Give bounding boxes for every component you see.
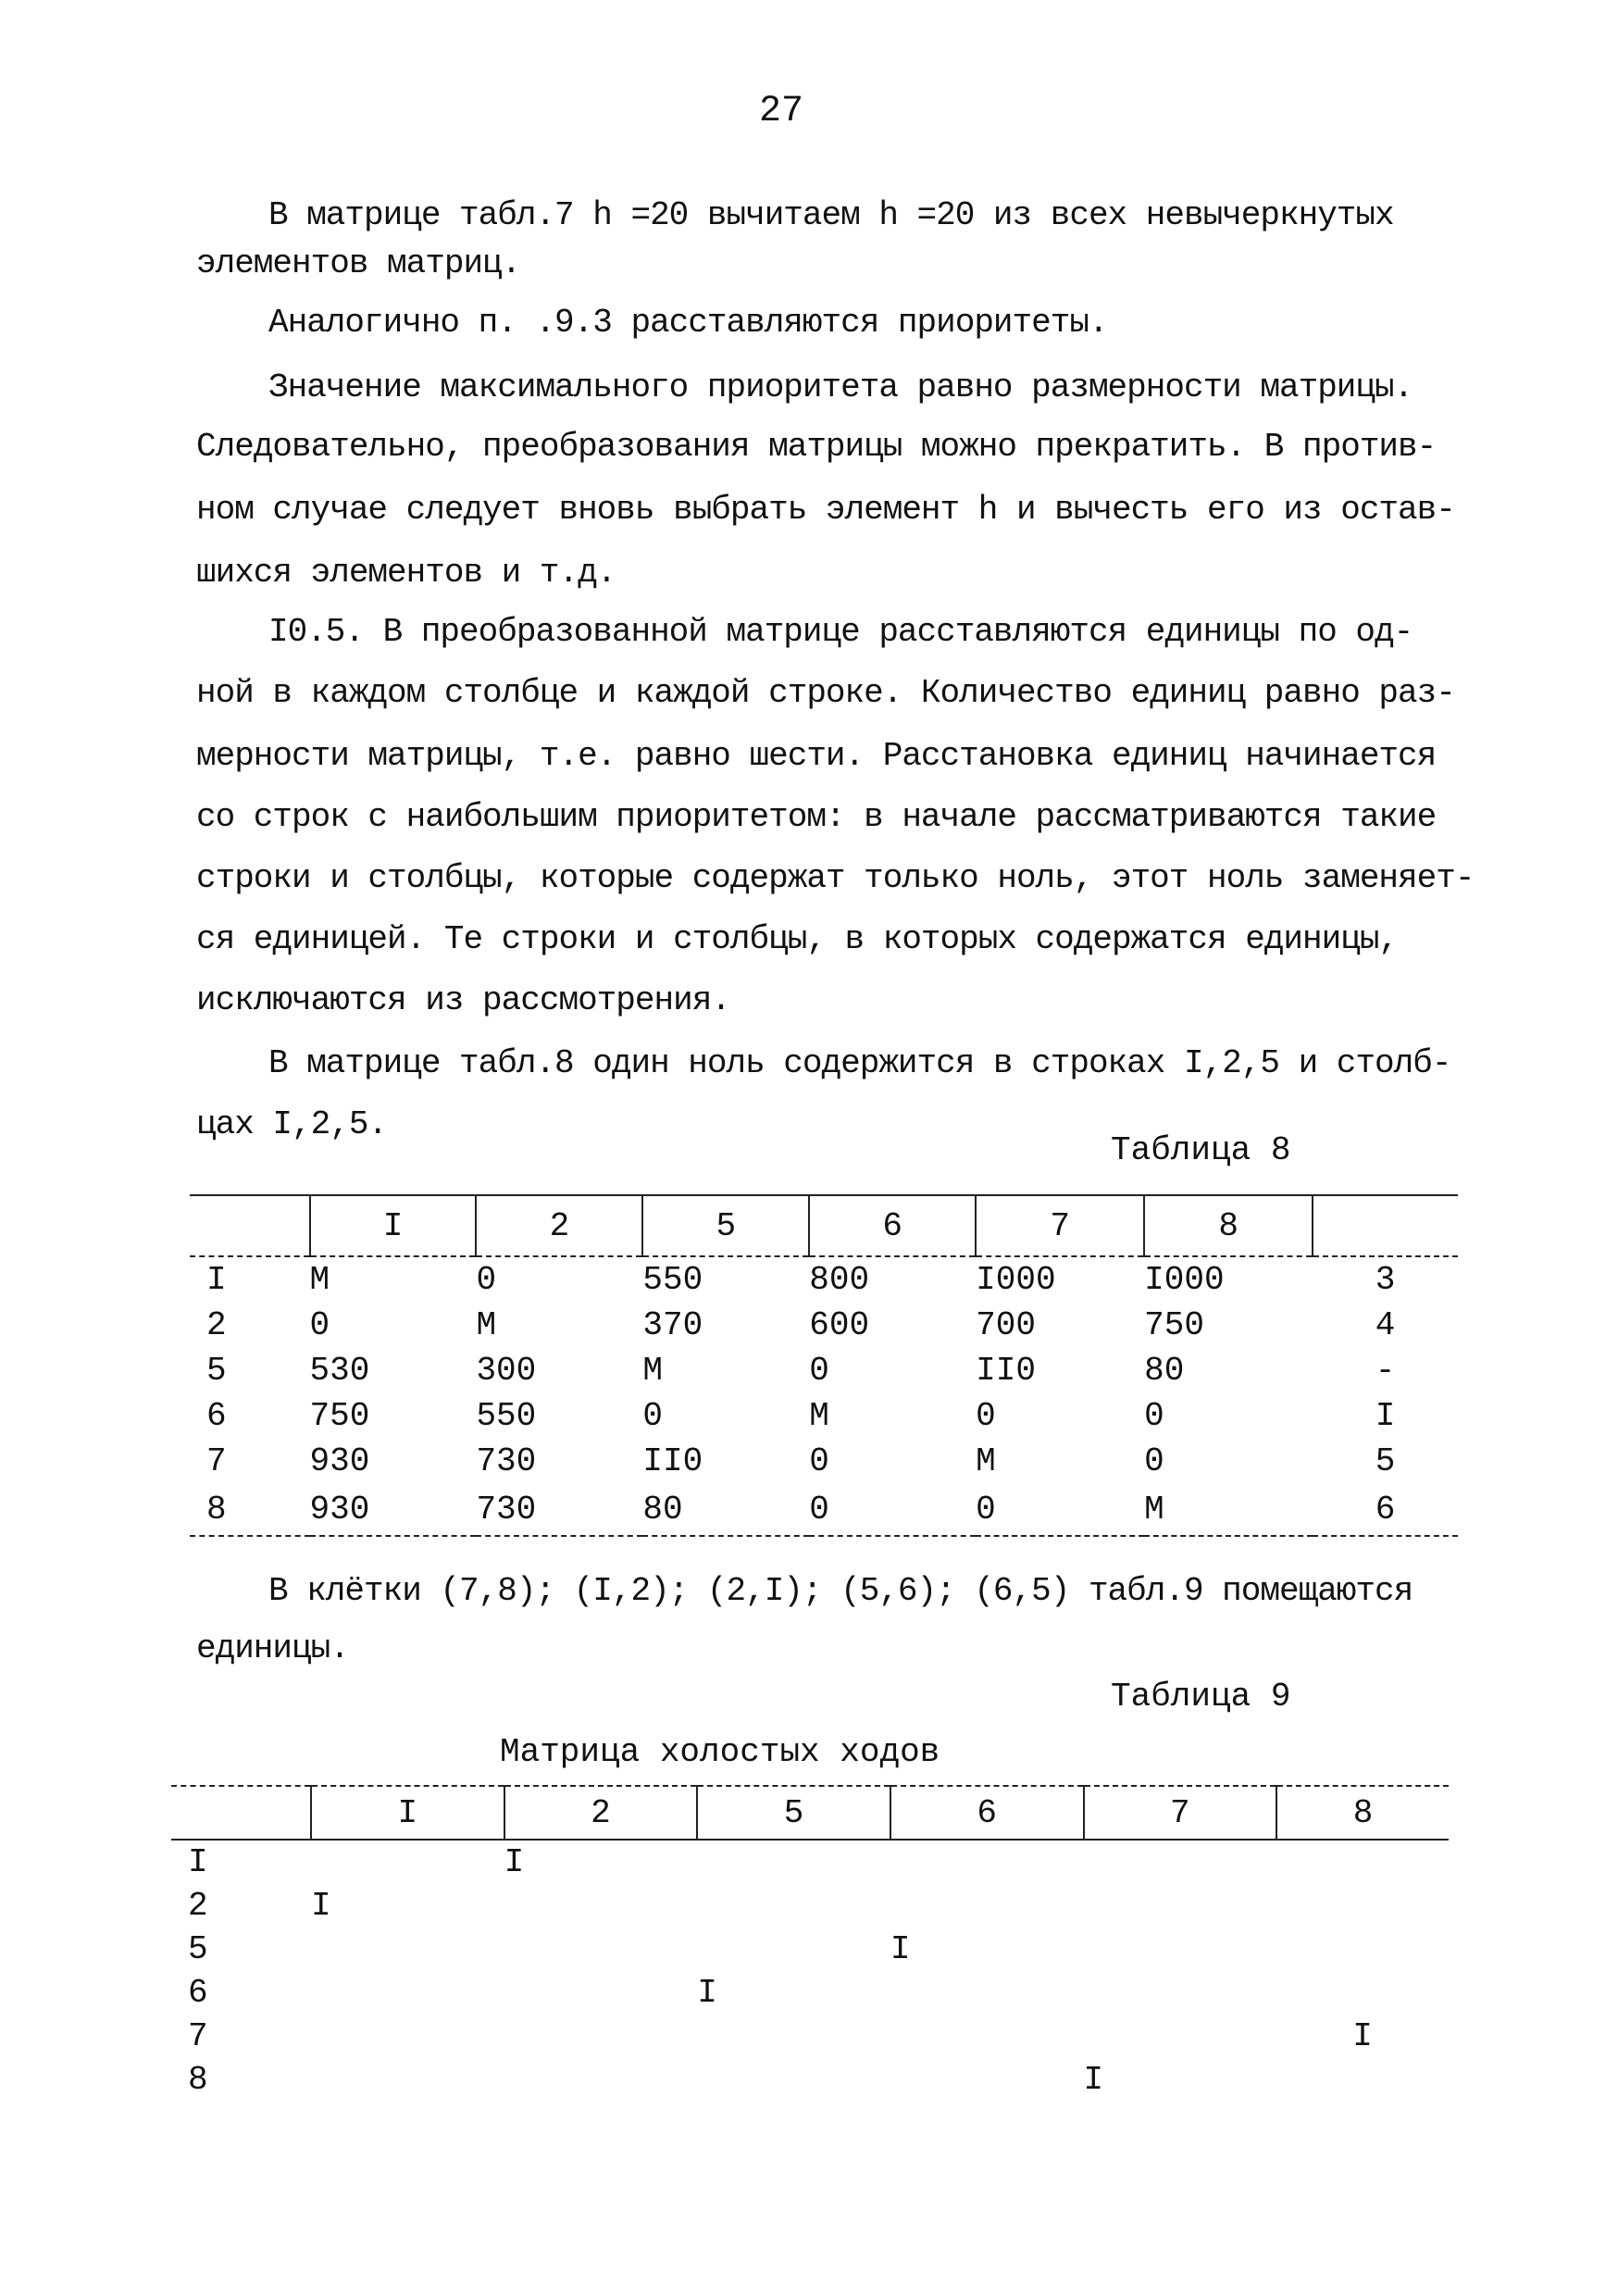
table-cell: 800 — [809, 1261, 870, 1299]
table-cell: M — [976, 1442, 996, 1480]
row-header: 7 — [206, 1442, 227, 1480]
table-cell — [311, 1840, 504, 1884]
row-header: 7 — [188, 2017, 208, 2055]
paragraph-line: мерности матрицы, т.е. равно шести. Расстановка единиц начинается — [196, 737, 1437, 775]
table-cell: 0 — [809, 1352, 829, 1390]
table-cell — [1084, 2015, 1277, 2058]
paragraph-line: В матрице табл.8 один ноль содержится в строках I,2,5 и столб- — [268, 1044, 1451, 1082]
column-header: 6 — [890, 1786, 1084, 1840]
paragraph-line: со строк с наибольшим приоритетом: в начале рассматриваются такие — [196, 798, 1437, 836]
table-cell — [1276, 1840, 1449, 1884]
table-cell: 0 — [476, 1261, 497, 1299]
row-header: I — [188, 1843, 208, 1881]
table-8 — [190, 1194, 1458, 1537]
column-header: 8 — [1276, 1786, 1449, 1840]
table-cell — [504, 2015, 698, 2058]
paragraph-line: В матрице табл.7 h =20 вычитаем h =20 из всех невычеркнутых — [268, 196, 1394, 234]
table-cell: I000 — [976, 1261, 1056, 1299]
page-number: 27 — [759, 91, 804, 132]
row-header: 2 — [206, 1306, 227, 1344]
table-cell: 600 — [809, 1306, 870, 1344]
table9-label: Таблица 9 — [1111, 1678, 1291, 1716]
table-header-corner — [190, 1195, 310, 1256]
table-cell — [311, 2015, 504, 2058]
table-row — [171, 2058, 1449, 2102]
table-cell — [697, 2015, 890, 2058]
row-header: 5 — [188, 1930, 208, 1968]
table-cell: II0 — [642, 1442, 703, 1480]
table-cell: 550 — [642, 1261, 703, 1299]
paragraph-line: шихся элементов и т.д. — [196, 554, 616, 592]
table-cell: 530 — [309, 1352, 370, 1390]
table-cell: 0 — [809, 1484, 976, 1536]
priority-cell: 3 — [1375, 1261, 1396, 1299]
table-cell: 80 — [1144, 1352, 1185, 1390]
column-header: 2 — [504, 1786, 698, 1840]
table-cell — [697, 1928, 890, 1971]
row-header: 6 — [206, 1397, 227, 1435]
table-cell: I — [1352, 2017, 1373, 2055]
table-cell: 750 — [309, 1397, 370, 1435]
table-cell: M — [809, 1397, 829, 1435]
table-cell — [697, 2058, 890, 2102]
table-cell — [890, 2058, 1084, 2102]
column-header: 7 — [1084, 1786, 1277, 1840]
table-cell: 0 — [809, 1442, 829, 1480]
table8-label: Таблица 8 — [1111, 1131, 1291, 1169]
table-cell: I — [890, 1930, 911, 1968]
table-cell: II0 — [976, 1352, 1036, 1390]
row-header: I — [206, 1261, 227, 1299]
paragraph-line: строки и столбцы, которые содержат только ноль, этот ноль заменяет- — [196, 859, 1475, 897]
table-cell: 0 — [642, 1397, 663, 1435]
table-cell: I — [504, 1843, 525, 1881]
priority-cell: - — [1375, 1352, 1396, 1390]
table9-title: Матрица холостых ходов — [500, 1733, 940, 1771]
table-cell: 550 — [476, 1397, 537, 1435]
table-cell: M — [476, 1306, 497, 1344]
table-cell: 0 — [976, 1484, 1144, 1536]
table-cell — [697, 1840, 890, 1884]
paragraph-line: единицы. — [196, 1629, 349, 1667]
table-cell — [504, 1928, 698, 1971]
row-header: 6 — [188, 1974, 208, 2012]
table-cell: 930 — [309, 1442, 370, 1480]
table-row — [171, 1884, 1449, 1928]
priority-cell: 4 — [1375, 1306, 1396, 1344]
table-cell: 930 — [310, 1484, 477, 1536]
table-row — [190, 1439, 1458, 1484]
table-cell — [1276, 1884, 1449, 1928]
table-row — [190, 1256, 1458, 1303]
row-header: 8 — [188, 2061, 208, 2099]
table-cell: 300 — [476, 1352, 537, 1390]
paragraph-line: I0.5. В преобразованной матрице расставляются единицы по од- — [268, 613, 1413, 651]
table-cell — [1084, 1928, 1277, 1971]
table-cell: I — [1083, 2061, 1104, 2099]
table-cell: M — [309, 1261, 330, 1299]
column-header: 6 — [809, 1195, 976, 1256]
table-row — [190, 1393, 1458, 1439]
table-cell: 750 — [1144, 1306, 1204, 1344]
priority-cell: 6 — [1313, 1484, 1458, 1536]
table-cell: 700 — [976, 1306, 1036, 1344]
table-cell — [890, 1884, 1084, 1928]
table-cell — [1084, 1884, 1277, 1928]
table-row — [190, 1348, 1458, 1393]
column-header: I — [311, 1786, 504, 1840]
column-header: 2 — [476, 1195, 642, 1256]
paragraph-line: ся единицей. Те строки и столбцы, в которых содержатся единицы, — [196, 920, 1399, 958]
column-header: I — [310, 1195, 477, 1256]
paragraph-line: Следовательно, преобразования матрицы можно прекратить. В против- — [196, 428, 1437, 466]
paragraph-line: исключаются из рассмотрения. — [196, 981, 730, 1019]
table-cell — [890, 1971, 1084, 2015]
priority-cell: 5 — [1375, 1442, 1396, 1480]
column-header: 7 — [976, 1195, 1144, 1256]
table-cell: 730 — [476, 1442, 537, 1480]
table-cell — [1276, 2058, 1449, 2102]
table-cell — [697, 1884, 890, 1928]
column-header: 8 — [1144, 1195, 1313, 1256]
table-cell: I000 — [1144, 1261, 1225, 1299]
table-cell — [311, 1928, 504, 1971]
table-cell — [311, 1971, 504, 2015]
table-cell — [1276, 1928, 1449, 1971]
table-cell: 0 — [1144, 1397, 1164, 1435]
table-cell: I — [697, 1974, 717, 2012]
table-row — [171, 2015, 1449, 2058]
paragraph-line: ном случае следует вновь выбрать элемент h и вычесть его из остав- — [196, 491, 1455, 529]
column-header: 5 — [642, 1195, 809, 1256]
table-cell — [504, 2058, 698, 2102]
paragraph-line: Аналогично п. .9.3 расставляются приоритеты. — [268, 304, 1108, 342]
priority-cell: I — [1375, 1397, 1396, 1435]
table-cell — [1276, 1971, 1449, 2015]
table-row — [190, 1303, 1458, 1348]
table-cell: 0 — [309, 1306, 330, 1344]
table-row — [171, 1928, 1449, 1971]
table-cell: M — [642, 1352, 663, 1390]
paragraph-line: ной в каждом столбце и каждой строке. Количество единиц равно раз- — [196, 674, 1455, 712]
table-cell — [890, 2015, 1084, 2058]
table-cell — [1084, 1971, 1277, 2015]
table-cell — [504, 1971, 698, 2015]
paragraph-line: цах I,2,5. — [196, 1105, 388, 1143]
paragraph-line: элементов матриц. — [196, 244, 521, 282]
row-header: 2 — [188, 1887, 208, 1925]
column-header: 5 — [697, 1786, 890, 1840]
table-cell — [1084, 1840, 1277, 1884]
table-cell — [311, 2058, 504, 2102]
table-cell: 370 — [642, 1306, 703, 1344]
table-row — [190, 1484, 1458, 1536]
table-cell — [890, 1840, 1084, 1884]
table-cell: I — [311, 1887, 331, 1925]
table-cell: 80 — [642, 1484, 809, 1536]
paragraph-line: В клётки (7,8); (I,2); (2,I); (5,6); (6,5) табл.9 помещаются — [268, 1572, 1413, 1610]
column-header — [1313, 1195, 1458, 1256]
table-cell: 730 — [476, 1484, 642, 1536]
row-header: 5 — [206, 1352, 227, 1390]
table-cell: 0 — [1144, 1442, 1164, 1480]
table-cell: 0 — [976, 1397, 996, 1435]
table-row — [171, 1971, 1449, 2015]
paragraph-line: Значение максимального приоритета равно размерности матрицы. — [268, 368, 1413, 406]
table-header-corner — [171, 1786, 311, 1840]
table-cell — [504, 1884, 698, 1928]
table-cell: M — [1144, 1484, 1313, 1536]
table-9 — [171, 1785, 1449, 2102]
row-header: 8 — [190, 1484, 310, 1536]
table-row — [171, 1840, 1449, 1884]
